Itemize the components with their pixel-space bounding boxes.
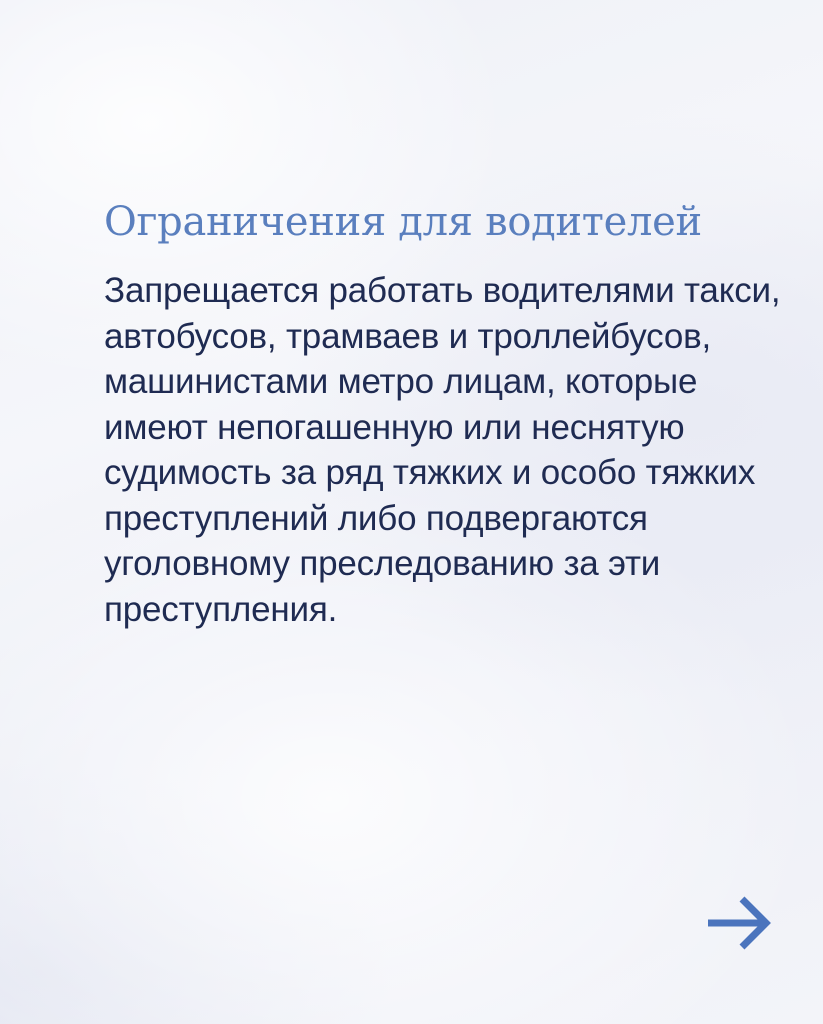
slide-title: Ограничения для водителей <box>104 199 702 245</box>
arrow-right-icon[interactable] <box>704 892 774 954</box>
slide-body-text: Запрещается работать водителями такси, автобусов, трамваев и троллейбусов, машинистами метро лицам, которые имеют непогашенную или неснятую судимость за ряд тяжких и особо тяжких преступлений либо подвергаются уголовному преследованию за эти преступления. <box>104 271 781 629</box>
